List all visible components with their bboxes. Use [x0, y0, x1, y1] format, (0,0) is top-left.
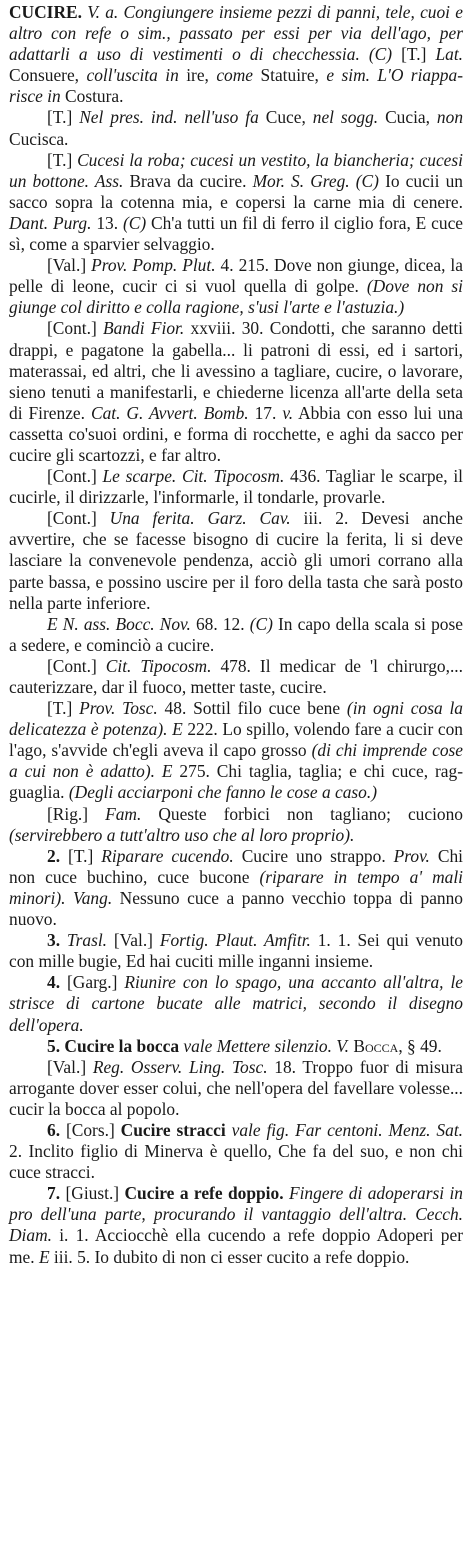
italic-text: Reg. Osserv. Ling. Tosc. [92, 1056, 268, 1077]
entry-paragraph [9, 1057, 463, 1120]
italic-text: Trasl. [66, 930, 114, 951]
text-run: 436. Tagliar le scarpe, il cucirle, il dirizzarle, l'informarle, il tondarle, provarle. [9, 466, 463, 508]
smallcaps-text: Bocca [353, 1035, 399, 1056]
text-run: [Cont.] [47, 318, 104, 339]
bold-text: 2. [47, 845, 69, 866]
italic-text: (in ogni cosa la delicatezza è potenza). E [9, 698, 463, 740]
text-run: Brava da cucire. [123, 170, 253, 191]
dictionary-entry-cucire [9, 2, 463, 1268]
text-run: Io cucii un sacco sopra la cotenna mia, e copersi la carne mia di cenere. [9, 170, 463, 212]
text-run: 4. 215. Dove non giunge, dicea, la pelle di leone, cucir ci si vuol quella di golpe. [9, 255, 463, 297]
text-run: [T.] [47, 107, 80, 128]
entry-paragraph [9, 698, 463, 803]
italic-text: Fingere di adoperarsi in pro dell'una parte, procurando il vantaggio dell'altra. Cecch. Diam. [9, 1183, 463, 1246]
entry-paragraph [9, 318, 463, 466]
text-run: Cucia, [378, 107, 437, 128]
italic-text: Una ferita. Garz. Cav. [109, 508, 291, 529]
text-run: Costura. [65, 86, 124, 107]
italic-text: (Dove non si giunge col diritto e colla ragione, s'usi l'arte e l'astuzia.) [9, 276, 463, 318]
text-run: In capo della scala si pose a sedere, e cominciò a cucire. [9, 613, 463, 655]
entry-paragraph [9, 1036, 463, 1057]
text-run: 222. Lo spillo, volendo fare a cucir con l'ago, s'avvide ch'egli aveva il capo grosso [9, 719, 463, 761]
italic-text: (Degli acciarponi che fanno le cose a caso.) [68, 782, 378, 803]
entry-paragraph [9, 656, 463, 698]
bold-text: Cucire stracci [120, 1119, 226, 1140]
text-run: Chi non cuce buchino, cuce bucone [9, 845, 463, 887]
italic-text: come [216, 65, 261, 86]
italic-text: V. a. Congiungere insieme pezzi di panni, tele, cuoi e altro con refe o sim., passato per essi per via dell'ago, per adattarli a uso di vestimenti o di checchessia. (C) [9, 2, 463, 65]
italic-text: Riunire con lo spago, una accanto all'altra, le strisce di cartone bucate alle matrici, secondo il disegno dell'opera. [9, 972, 464, 1035]
italic-text: Riparare cucendo. [101, 845, 234, 866]
entry-paragraph [9, 972, 463, 1035]
text-run: [T.] [68, 845, 102, 866]
text-run: [Giust.] [65, 1183, 125, 1204]
italic-text: Le scarpe. Cit. Tipocosm. [102, 466, 285, 487]
text-run: [Garg.] [67, 972, 125, 993]
italic-text: coll'uscita in [86, 65, 187, 86]
bold-text: Cucire la bocca [64, 1035, 180, 1056]
entry-paragraph [9, 150, 463, 255]
text-run: Cucire uno strappo. [233, 845, 394, 866]
italic-text: (C) [122, 212, 147, 233]
entry-paragraph [9, 930, 463, 972]
text-run: 17. [248, 402, 283, 423]
italic-text: vale Mettere silenzio. V. [179, 1035, 354, 1056]
text-run: Queste forbici non tagliano; cuciono [141, 803, 464, 824]
text-run: i. 1. Acciocchè ella cucendo a refe doppio Adoperi per me. [9, 1225, 463, 1267]
text-run: 68. 12. [190, 613, 250, 634]
text-run: 13. [91, 212, 123, 233]
bold-text: 7. [47, 1183, 66, 1204]
bold-text: 6. [47, 1119, 66, 1140]
text-run: 478. Il medicar de 'l chirurgo,... cauterizzare, dar il fuoco, metter taste, cucire. [9, 655, 463, 697]
text-run: [Cont.] [47, 508, 110, 529]
bold-text: Cucire a refe doppio. [124, 1183, 284, 1204]
italic-text: nel sogg. [312, 107, 379, 128]
italic-text: Fortig. Plaut. Amfitr. [159, 930, 311, 951]
italic-text: Nel pres. ind. nell'uso fa [79, 107, 266, 128]
italic-text: L'O riapparisce in [9, 65, 463, 107]
text-run: Cucisca. [9, 128, 69, 149]
italic-text: Cat. G. Avvert. Bomb. [90, 402, 249, 423]
italic-text: (servirebbero a tutt'altro uso che al loro proprio). [9, 824, 355, 845]
italic-text: E [38, 1246, 50, 1267]
italic-text: Prov. Pomp. Plut. [91, 255, 216, 276]
italic-text: (C) [249, 613, 273, 634]
bold-text: 4. [47, 972, 67, 993]
italic-text: Bandi Fior. [103, 318, 185, 339]
text-run: Ch'a tutti un fil di ferro il ciglio fora, E cuce sì, come a sparvier selvaggio. [9, 212, 464, 255]
bold-text: 5. [47, 1035, 65, 1056]
text-run: iii. 5. Io dubito di non ci esser cucito a refe doppio. [49, 1246, 410, 1267]
text-run: [T.] [47, 149, 78, 170]
italic-text: Lat. [435, 44, 463, 65]
italic-text: e sim. [326, 65, 370, 86]
bold-text: 3. [47, 930, 67, 951]
text-run: Abbia con esso lui una cassetta co'suoi ordini, e forma di rocchette, e aghi da sacco per cucire gli scartozzi, e far altro. [9, 402, 464, 465]
italic-text: v. [282, 402, 294, 423]
entry-paragraph [9, 804, 463, 846]
text-run: [T.] [401, 44, 436, 65]
italic-text: Cucesi la roba; cucesi un vestito, la biancheria; cucesi un bottone. Ass. [9, 149, 463, 191]
text-run: [Cont.] [47, 466, 103, 487]
text-run: [Cors.] [65, 1119, 121, 1140]
text-run: 18. Troppo fuor di misura arrogante dover esser colui, che nell'opera del favellare volesse... cucir la bocca al popolo. [9, 1056, 463, 1119]
entry-paragraph [9, 614, 463, 656]
italic-text: (riparare in tempo a' mali minori). Vang. [9, 866, 464, 908]
text-run: [T.] [47, 698, 80, 719]
italic-text: Mor. S. Greg. (C) [252, 170, 379, 191]
italic-text: vale fig. Far centoni. Menz. Sat. [225, 1119, 463, 1140]
text-run: , § 49. [398, 1035, 442, 1056]
entry-paragraph [9, 255, 463, 318]
text-run: [Cont.] [47, 655, 106, 676]
entry-definition [9, 2, 463, 107]
text-run: Consuere, [9, 65, 87, 86]
text-run: 275. Chi taglia, taglia; e chi cuce, ragguaglia. [9, 761, 463, 803]
entry-paragraph [9, 1183, 463, 1267]
italic-text: Prov. [393, 845, 430, 866]
entry-paragraph [9, 846, 463, 930]
entry-paragraph [9, 508, 463, 613]
italic-text: (di chi imprende cose a cui non è adatto). E [9, 740, 463, 782]
text-run: [Val.] [47, 255, 92, 276]
italic-text: E N. ass. Bocc. Nov. [47, 613, 191, 634]
text-run: Nessuno cuce a panno vecchio toppa di panno nuovo. [9, 887, 463, 930]
text-run: Cuce, [265, 107, 313, 128]
text-run: 2. Inclito figlio di Minerva è quello, Che fa del suo, e non chi cuce stracci. [9, 1141, 463, 1183]
text-run: Statuire, [260, 65, 327, 86]
italic-text: non [436, 107, 464, 128]
italic-text: Dant. Purg. [9, 212, 92, 233]
text-run: iii. 2. Devesi anche avvertire, che se facesse bisogno di cucire la ferita, li si deve lasciare la convenevole pendenza, acciò gli umori corrano alla parte bassa, e possino uscire per il foro della tasta che sarà posto nella parte inferiore. [9, 508, 463, 613]
text-run: xxviii. 30. Condotti, che saranno detti drappi, e pagatone la gabella... li patroni di essi, ed i sartori, materassai, ed altri, che li avessino a tagliare, cucire, o lavorare, sieno tenuti a manifestarli, e chiederne licenza all'arte della seta di Firenze. [9, 318, 463, 423]
text-run: 48. Sottil filo cuce bene [157, 698, 347, 719]
text-run: [Rig.] [47, 803, 106, 824]
text-run: [Val.] [113, 930, 160, 951]
text-run: [Val.] [47, 1056, 93, 1077]
entry-paragraph [9, 107, 463, 149]
text-run: ire, [186, 65, 217, 86]
italic-text: Prov. Tosc. [79, 698, 158, 719]
entry-paragraph [9, 1120, 463, 1183]
entry-paragraph [9, 466, 463, 508]
text-run: 1. 1. Sei qui venuto con mille bugie, Ed hai cuciti mille inganni insieme. [9, 930, 463, 972]
bold-text: CUCIRE. [9, 2, 82, 22]
italic-text: Fam. [105, 803, 142, 824]
italic-text: Cit. Tipocosm. [105, 655, 212, 676]
